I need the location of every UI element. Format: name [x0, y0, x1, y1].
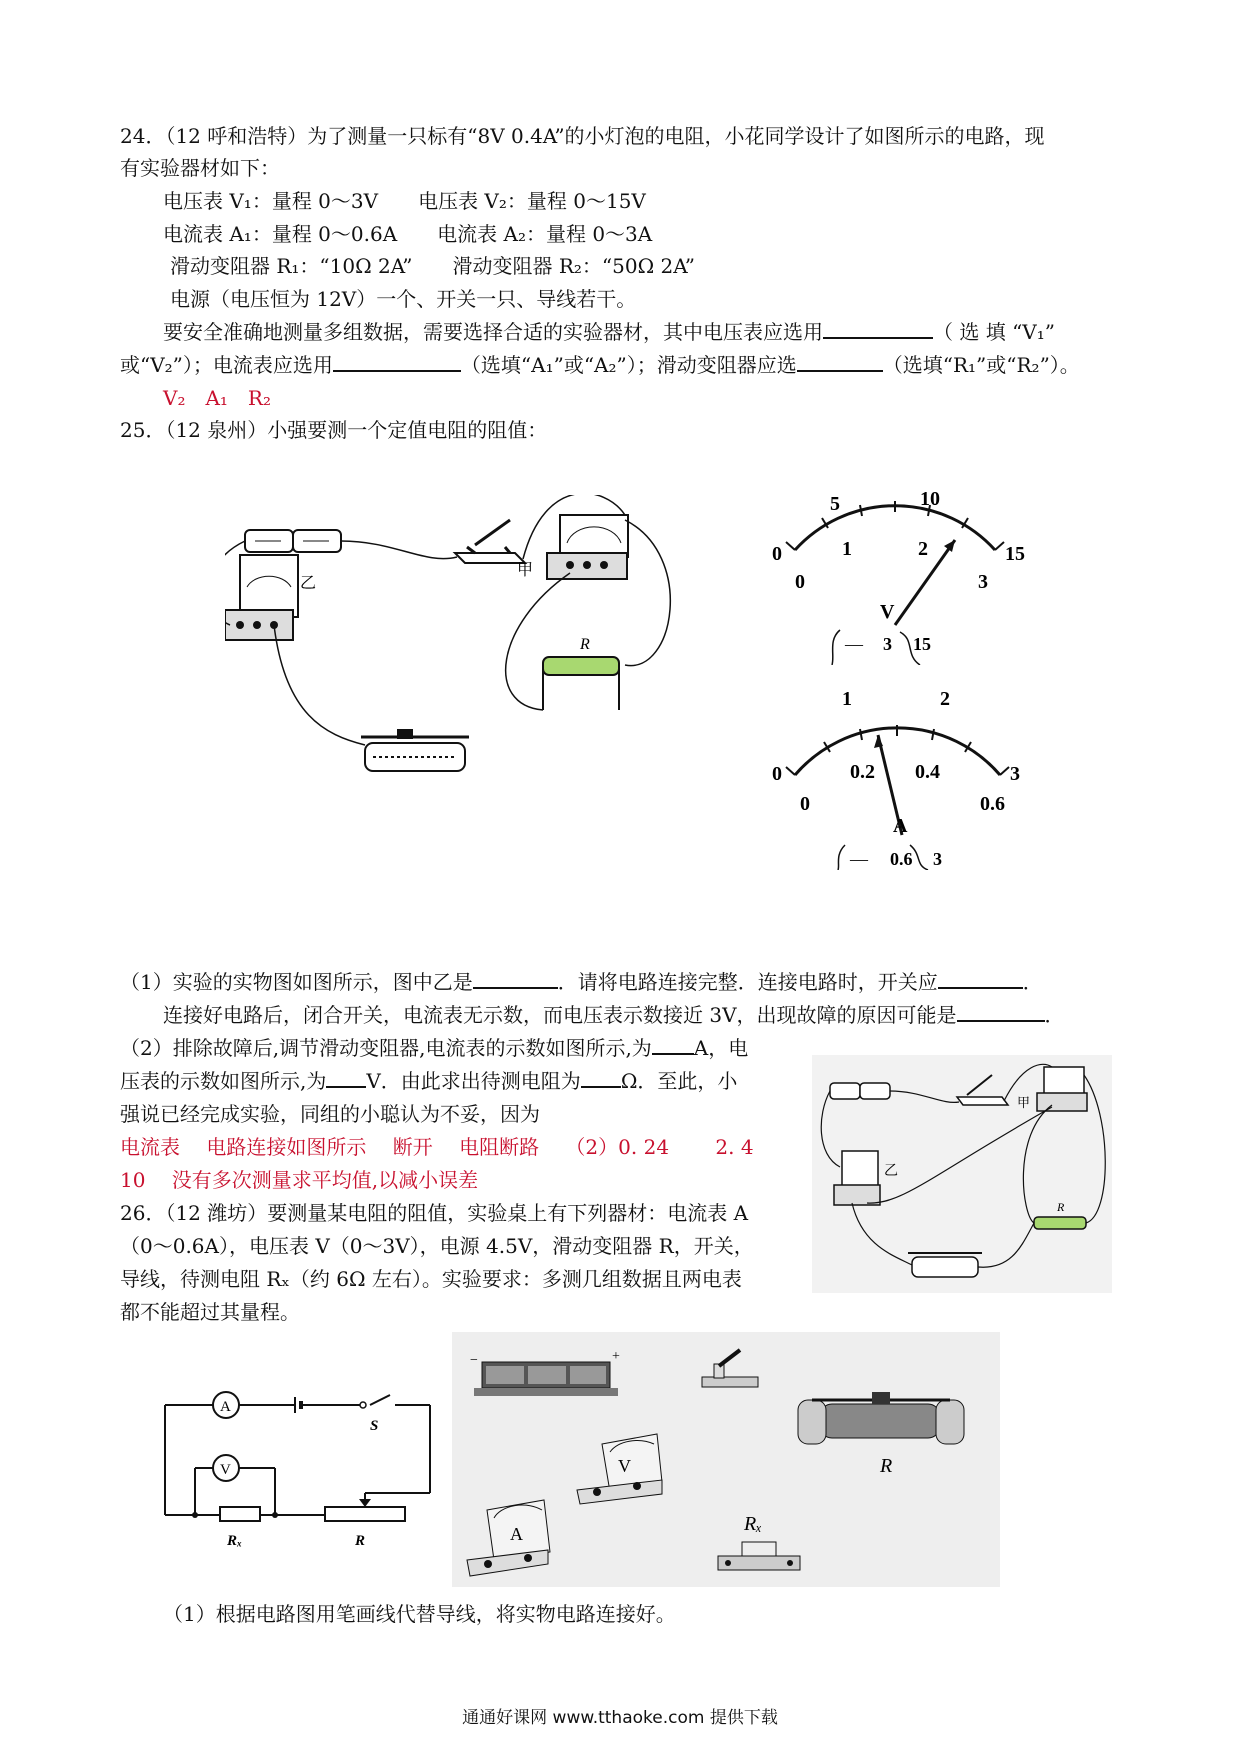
volt-tick-top: 15	[1005, 543, 1025, 565]
q24-question-text-b: （ 选 填 “V₁”	[933, 320, 1055, 344]
label-jia: 甲	[1017, 1095, 1031, 1110]
amp-symbol: A	[893, 815, 908, 837]
battery-pack-icon	[470, 1349, 620, 1396]
amp-tick-top: 1	[842, 688, 852, 710]
schematic-label-r: R	[355, 1533, 366, 1549]
resistor-icon	[543, 657, 619, 710]
q26-line4: 都不能超过其量程。	[120, 1300, 300, 1324]
amp-terminal: —	[850, 849, 868, 869]
volt-tick-bottom: 0	[795, 571, 805, 593]
q25-part1-line2	[163, 1001, 1065, 1029]
volt-tick-top: 10	[920, 490, 940, 510]
volt-tick-bottom: 2	[918, 538, 928, 560]
q25-text: V．由此求出待测电阻为	[366, 1069, 581, 1093]
answer-blank	[333, 352, 461, 372]
q26-line2: （0～0.6A），电压表 V（0～3V），电源 4.5V，滑动变阻器 R，开关，	[120, 1234, 754, 1258]
q26-line3: 导线，待测电阻 Rₓ（约 6Ω 左右）。实验要求：多测几组数据且两电表	[120, 1267, 742, 1291]
answer-blank	[957, 1002, 1045, 1022]
schematic-label-rx: Rₓ	[227, 1533, 243, 1549]
q26-equipment-photo	[452, 1332, 1000, 1587]
q25-answer-figure	[812, 1055, 1112, 1293]
q24-equipment-4: 电源（电压恒为 12V）一个、开关一只、导线若干。	[170, 287, 637, 311]
q25-text: ．请将电路连接完整．连接电路时，开关应	[557, 970, 938, 994]
q24-question-text-e: （选填“R₁”或“R₂”）。	[882, 353, 1080, 377]
q24-question-text-c: 或“V₂”）；电流表应选用	[120, 353, 333, 377]
q25-answer-line2: 10 没有多次测量求平均值,以减小误差	[120, 1168, 479, 1192]
amp-tick-bottom: 0.6	[980, 793, 1005, 815]
page-footer: 通通好课网 www.tthaoke.com 提供下载	[462, 1708, 778, 1728]
q25-part1-line1	[120, 968, 1043, 996]
q26-part1: （1）根据电路图用笔画线代替导线，将实物电路连接好。	[163, 1602, 676, 1626]
q25-part2-line1	[120, 1034, 748, 1062]
label-r: R	[1057, 1200, 1065, 1214]
switch-icon	[702, 1350, 758, 1387]
q25-text: ．	[1044, 1003, 1065, 1027]
schematic-label-v: V	[220, 1462, 231, 1478]
svg-text:−: −	[470, 1353, 478, 1368]
svg-text:+: +	[612, 1349, 620, 1364]
ammeter-yi-icon	[225, 555, 298, 640]
amp-tick-top: 2	[940, 688, 950, 710]
q24-equipment-3: 滑动变阻器 R₁：“10Ω 2A” 滑动变阻器 R₂：“50Ω 2A”	[170, 254, 695, 278]
q24-question-text-a: 要安全准确地测量多组数据，需要选择合适的实验器材，其中电压表应选用	[163, 320, 823, 344]
answer-blank	[797, 352, 883, 372]
volt-terminal: 3	[883, 634, 892, 654]
q26-schematic	[155, 1375, 455, 1550]
resistor-rx-icon	[718, 1542, 800, 1570]
amp-terminal: 0.6	[890, 849, 913, 869]
q25-ammeter-dial	[750, 680, 1030, 870]
answer-blank	[326, 1068, 366, 1088]
switch-icon	[455, 520, 525, 563]
ammeter-icon	[467, 1500, 550, 1576]
photo-label-a: A	[510, 1524, 523, 1544]
volt-tick-top: 5	[830, 493, 840, 515]
q24-equipment-1: 电压表 V₁：量程 0～3V 电压表 V₂：量程 0～15V	[163, 189, 646, 213]
rheostat-icon	[798, 1392, 964, 1444]
q25-text: ．	[1022, 970, 1043, 994]
q25-circuit-figure	[225, 495, 745, 840]
amp-tick-top: 0	[772, 763, 782, 785]
schematic-label-a: A	[220, 1399, 231, 1415]
q26-line1: 26．（12 潍坊）要测量某电阻的阻值，实验桌上有下列器材：电流表 A	[120, 1201, 749, 1225]
volt-terminal: 15	[913, 634, 931, 654]
amp-tick-bottom: 0	[800, 793, 810, 815]
answer-blank	[823, 319, 933, 339]
answer-blank	[938, 969, 1023, 989]
volt-tick-bottom: 3	[978, 571, 988, 593]
answer-blank	[652, 1035, 694, 1055]
q25-text: Ω．至此，小	[620, 1069, 738, 1093]
q25-title: 25．（12 泉州）小强要测一个定值电阻的阻值：	[120, 418, 548, 442]
q24-question-line2	[120, 351, 1080, 379]
q25-text: A，电	[693, 1036, 749, 1060]
answer-blank	[581, 1068, 621, 1088]
q24-answer: V₂ A₁ R₂	[163, 386, 271, 410]
label-yi: 乙	[300, 575, 317, 592]
photo-label-v: V	[618, 1456, 631, 1476]
label-yi: 乙	[884, 1164, 898, 1179]
volt-symbol: V	[880, 601, 895, 623]
volt-terminal: —	[845, 634, 863, 654]
amp-tick-top: 3	[1010, 763, 1020, 785]
q25-text: （1）实验的实物图如图所示，图中乙是	[120, 970, 473, 994]
q25-text: （2）排除故障后,调节滑动变阻器,电流表的示数如图所示,为	[120, 1036, 652, 1060]
label-jia: 甲	[517, 562, 534, 579]
amp-tick-bottom: 0.2	[850, 761, 875, 783]
q24-line1: 24．（12 呼和浩特）为了测量一只标有“8V 0.4A”的小灯泡的电阻，小花同学设计了如图所示的电路，现	[120, 124, 1045, 148]
volt-tick-bottom: 1	[842, 538, 852, 560]
q24-line2: 有实验器材如下：	[120, 156, 280, 180]
q25-text: 连接好电路后，闭合开关，电流表无示数，而电压表示数接近 3V，出现故障的原因可能是	[163, 1003, 957, 1027]
answer-blank	[473, 969, 558, 989]
battery-icon	[245, 530, 341, 552]
amp-terminal: 3	[933, 849, 942, 869]
schematic-label-s: S	[370, 1418, 379, 1434]
amp-tick-bottom: 0.4	[915, 761, 940, 783]
photo-label-rx: Rₓ	[744, 1513, 762, 1535]
rheostat-icon	[361, 729, 469, 771]
q25-answer-line1: 电流表 电路连接如图所示 断开 电阻断路 （2）0. 24 2. 4	[120, 1135, 754, 1159]
label-r: R	[580, 636, 590, 653]
q25-part2-line3: 强说已经完成实验，同组的小聪认为不妥，因为	[120, 1102, 540, 1126]
volt-tick-top: 0	[772, 543, 782, 565]
q24-question-text-d: （选填“A₁”或“A₂”）；滑动变阻器应选	[460, 353, 797, 377]
q25-part2-line2	[120, 1067, 737, 1095]
q25-text: 压表的示数如图所示,为	[120, 1069, 327, 1093]
voltmeter-jia-icon	[547, 515, 628, 579]
q24-equipment-2: 电流表 A₁：量程 0～0.6A 电流表 A₂：量程 0～3A	[163, 222, 653, 246]
q25-voltmeter-dial	[750, 490, 1030, 665]
photo-label-r: R	[880, 1455, 893, 1477]
q24-question-line1	[163, 318, 1055, 346]
